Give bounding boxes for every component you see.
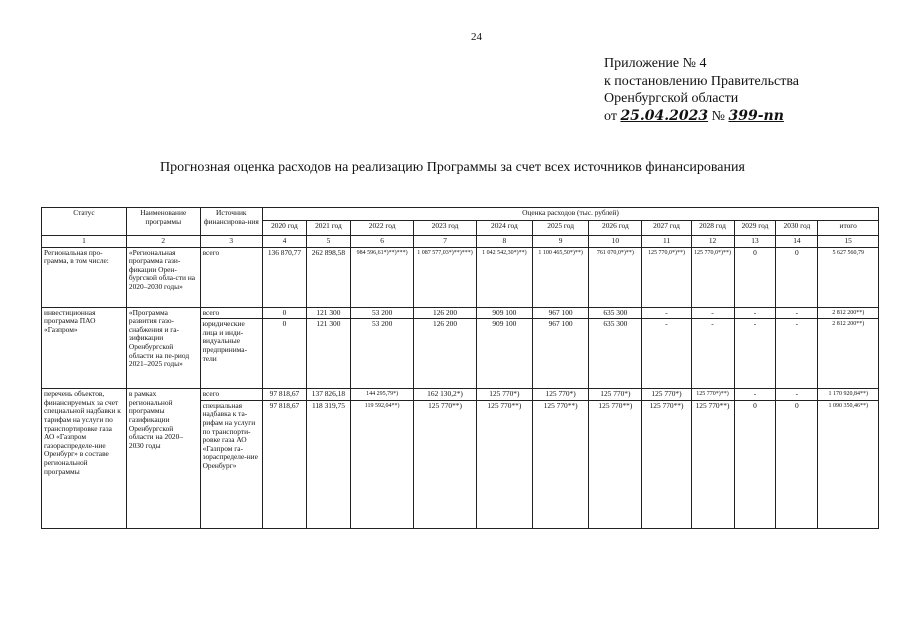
header-year: 2025 год <box>533 221 589 236</box>
value-cell: 125 770*) <box>533 389 589 401</box>
value-cell: 136 870,77 <box>262 247 306 307</box>
value-cell: 125 770*) <box>476 389 532 401</box>
column-number: 14 <box>776 236 818 248</box>
header-expenses: Оценка расходов (тыс. рублей) <box>262 208 878 221</box>
column-number: 3 <box>200 236 262 248</box>
header-program-name: Наименование программы <box>126 208 200 236</box>
value-cell: 909 100 <box>476 319 532 389</box>
column-number-row <box>42 236 879 248</box>
source-cell: всего <box>200 389 262 401</box>
value-cell: - <box>691 319 734 389</box>
header-status: Статус <box>42 208 127 236</box>
value-cell: 0 <box>776 247 818 307</box>
value-cell: - <box>691 307 734 319</box>
status-cell: перечень объектов, финансируемых за счет специальной надбавки к тарифам на услуги по транспортировке газа АО «Газпром газораспределе-ние Оренбург» в составе региональной программы <box>42 389 127 529</box>
value-cell: 0 <box>262 319 306 389</box>
value-cell: 126 200 <box>414 319 476 389</box>
value-cell: 121 300 <box>306 319 350 389</box>
header-year: 2030 год <box>776 221 818 236</box>
value-cell: - <box>642 319 691 389</box>
column-number: 5 <box>306 236 350 248</box>
column-number: 6 <box>350 236 413 248</box>
value-cell: 262 898,58 <box>306 247 350 307</box>
resolution-date: 25.04.2023 <box>620 107 709 124</box>
column-number: 7 <box>414 236 476 248</box>
value-cell: 0 <box>262 307 306 319</box>
header-year: 2027 год <box>642 221 691 236</box>
header-year: 2021 год <box>306 221 350 236</box>
value-cell: - <box>776 319 818 389</box>
value-cell: 0 <box>776 400 818 528</box>
column-number: 8 <box>476 236 532 248</box>
total-cell: 5 627 560,79 <box>818 247 879 307</box>
value-cell: 125 770,0*)**) <box>642 247 691 307</box>
appendix-date-line <box>604 108 799 126</box>
total-cell: 2 812 200**) <box>818 307 879 319</box>
header-year: 2023 год <box>414 221 476 236</box>
source-cell: всего <box>200 307 262 319</box>
header-year: 2029 год <box>734 221 776 236</box>
value-cell: 125 770*) <box>589 389 642 401</box>
value-cell: 125 770**) <box>414 400 476 528</box>
value-cell: 97 818,67 <box>262 389 306 401</box>
value-cell: 125 770**) <box>533 400 589 528</box>
value-cell: 761 070,0*)**) <box>589 247 642 307</box>
header-year: 2024 год <box>476 221 532 236</box>
column-number: 13 <box>734 236 776 248</box>
value-cell: 126 200 <box>414 307 476 319</box>
appendix-resolution: к постановлению Правительства <box>604 73 800 89</box>
value-cell: - <box>642 307 691 319</box>
value-cell: 125 770**) <box>589 400 642 528</box>
value-cell: 125 770**) <box>476 400 532 528</box>
value-cell: 1 087 577,03*)**)***) <box>414 247 476 307</box>
total-cell: 2 812 200**) <box>818 319 879 389</box>
value-cell: 967 100 <box>533 319 589 389</box>
value-cell: 53 200 <box>350 307 413 319</box>
program-cell: «Региональная программа гази-фикации Орен-бургской обла-сти на 2020–2030 годы» <box>126 247 200 307</box>
page-number: 24 <box>471 31 482 43</box>
value-cell: 125 770*) <box>642 389 691 401</box>
source-cell: всего <box>200 247 262 307</box>
value-cell: 635 300 <box>589 319 642 389</box>
number-label: № <box>711 108 725 124</box>
header-year: 2026 год <box>589 221 642 236</box>
value-cell: 1 042 542,30*)**) <box>476 247 532 307</box>
value-cell: 162 130,2*) <box>414 389 476 401</box>
status-cell: инвестиционная программа ПАО «Газпром» <box>42 307 127 389</box>
value-cell: - <box>734 319 776 389</box>
header-year: 2028 год <box>691 221 734 236</box>
value-cell: - <box>734 389 776 401</box>
column-number: 2 <box>126 236 200 248</box>
value-cell: 125 770**) <box>642 400 691 528</box>
table-row <box>42 307 879 319</box>
column-number: 1 <box>42 236 127 248</box>
table-row <box>42 247 879 307</box>
appendix-block <box>604 55 799 125</box>
total-cell: 1 170 920,84**) <box>818 389 879 401</box>
header-year: 2020 год <box>262 221 306 236</box>
source-cell: юридические лица и инди-видуальные предпринима-тели <box>200 319 262 389</box>
header-year: 2022 год <box>350 221 413 236</box>
resolution-number: 399-пп <box>728 107 784 124</box>
appendix-region: Оренбургской области <box>604 91 739 106</box>
from-label: от <box>604 108 617 124</box>
source-cell: специальная надбавка к та-рифам на услуги по транспорти-ровке газа АО «Газпром га-зораспределе-ние Оренбург» <box>200 400 262 528</box>
value-cell: 0 <box>734 247 776 307</box>
expense-table <box>41 207 879 529</box>
column-number: 9 <box>533 236 589 248</box>
value-cell: 635 300 <box>589 307 642 319</box>
value-cell: 121 300 <box>306 307 350 319</box>
column-number: 12 <box>691 236 734 248</box>
header-row <box>42 208 879 221</box>
program-cell: в рамках региональной программы газификации Оренбургской области на 2020–2030 годы <box>126 389 200 529</box>
value-cell: - <box>734 307 776 319</box>
value-cell: 137 826,18 <box>306 389 350 401</box>
table-row <box>42 389 879 401</box>
document-title: Прогнозная оценка расходов на реализацию Программы за счет всех источников финансирования <box>160 160 745 175</box>
value-cell: - <box>776 389 818 401</box>
value-cell: 984 596,61*)**)***) <box>350 247 413 307</box>
column-number: 10 <box>589 236 642 248</box>
program-cell: «Программа развития газо-снабжения и га-зификации Оренбургской области на пе-риод 2021–2025 годы» <box>126 307 200 389</box>
column-number: 15 <box>818 236 879 248</box>
value-cell: 967 100 <box>533 307 589 319</box>
value-cell: 119 592,04**) <box>350 400 413 528</box>
value-cell: - <box>776 307 818 319</box>
value-cell: 125 770*)**) <box>691 389 734 401</box>
header-total: итого <box>818 221 879 236</box>
value-cell: 0 <box>734 400 776 528</box>
appendix-title: Приложение № 4 <box>604 56 707 71</box>
value-cell: 125 770**) <box>691 400 734 528</box>
column-number: 4 <box>262 236 306 248</box>
header-source: Источник финансирова-ния <box>200 208 262 236</box>
total-cell: 1 090 350,46**) <box>818 400 879 528</box>
value-cell: 1 100 465,50*)**) <box>533 247 589 307</box>
column-number: 11 <box>642 236 691 248</box>
value-cell: 909 100 <box>476 307 532 319</box>
value-cell: 53 200 <box>350 319 413 389</box>
value-cell: 118 319,75 <box>306 400 350 528</box>
value-cell: 125 770,0*)**) <box>691 247 734 307</box>
value-cell: 97 818,67 <box>262 400 306 528</box>
value-cell: 144 295,79*) <box>350 389 413 401</box>
status-cell: Региональная про-грамма, в том числе: <box>42 247 127 307</box>
